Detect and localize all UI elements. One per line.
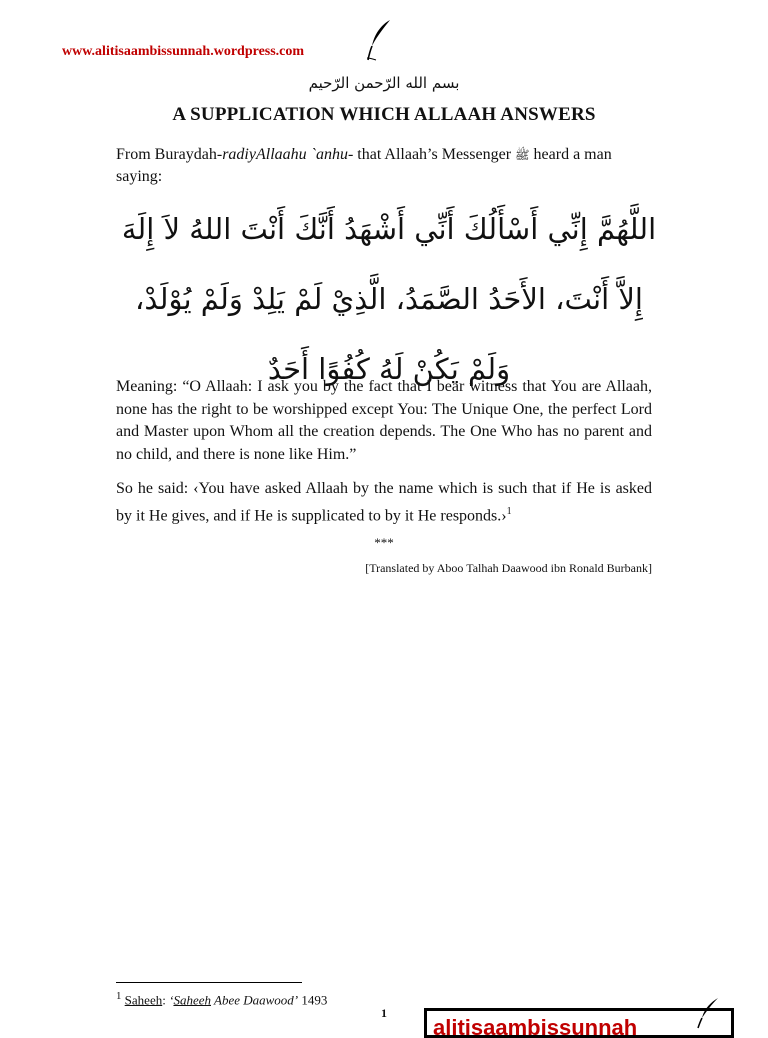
- footer-banner-text: alitisaambissunnah: [433, 1015, 638, 1038]
- meaning-paragraph: Meaning: “O Allaah: I ask you by the fact that I bear witness that You are Allaah, none has the right to be worshipped except You: The Unique One, the perfect Lord and Master upon Whom all the creation depends. The One Who has no parent and no child, and there is none like Him.”: [116, 378, 652, 463]
- page-number: 1: [381, 1006, 387, 1020]
- intro-text: From Buraydah-: [116, 146, 223, 163]
- quill-pen-icon: [694, 996, 720, 1030]
- basmala: بسم الله الرّحمن الرّحيم: [308, 74, 460, 92]
- response-paragraph: [116, 478, 652, 527]
- footnote-source-label: Saheeh: [124, 992, 163, 1008]
- translator-credit: [Translated by Aboo Talhah Daawood ibn Ronald Burbank]: [365, 561, 652, 575]
- salutation-glyph: ﷺ: [515, 148, 530, 162]
- footnote-number: 1: [116, 990, 122, 1002]
- section-separator: ***: [374, 535, 394, 550]
- footnote-book-title: ‘Saheeh Abee Daawood’: [169, 992, 299, 1008]
- page-title: A SUPPLICATION WHICH ALLAAH ANSWERS: [172, 104, 596, 125]
- footnote-colon: :: [162, 992, 170, 1008]
- footnote-reference[interactable]: 1: [506, 505, 512, 517]
- intro-text: - that Allaah’s Messenger: [347, 146, 516, 163]
- intro-paragraph: [116, 144, 652, 188]
- arabic-supplication: اللَّهُمَّ إِنِّي أَسْأَلُكَ أَنِّي أَشْهَدُ أَنَّكَ أَنْتَ اللهُ لاَ إِلَهَ إِلاَّ أَنْتَ، الأَحَدُ الصَّمَدُ، الَّذِيْ لَمْ يَلِدْ وَلَمْ يُوْلَدْ، وَلَمْ يَكُنْ لَهُ كُفُوًا أَحَدٌ: [121, 212, 657, 386]
- intro-text: heard a man saying:: [116, 146, 612, 185]
- footnote-divider: [116, 982, 302, 983]
- radiy-honorific: radiyAllaahu `anhu: [222, 146, 348, 163]
- response-text: So he said: ‹You have asked Allaah by the name which is such that if He is asked by it He gives, and if He is supplicated to by it He responds.›: [116, 480, 652, 524]
- footnote-hadith-number: 1493: [298, 992, 328, 1008]
- quill-pen-icon: [364, 18, 392, 62]
- footer-banner: [424, 1008, 734, 1038]
- site-url-link[interactable]: www.alitisaambissunnah.wordpress.com: [62, 44, 305, 59]
